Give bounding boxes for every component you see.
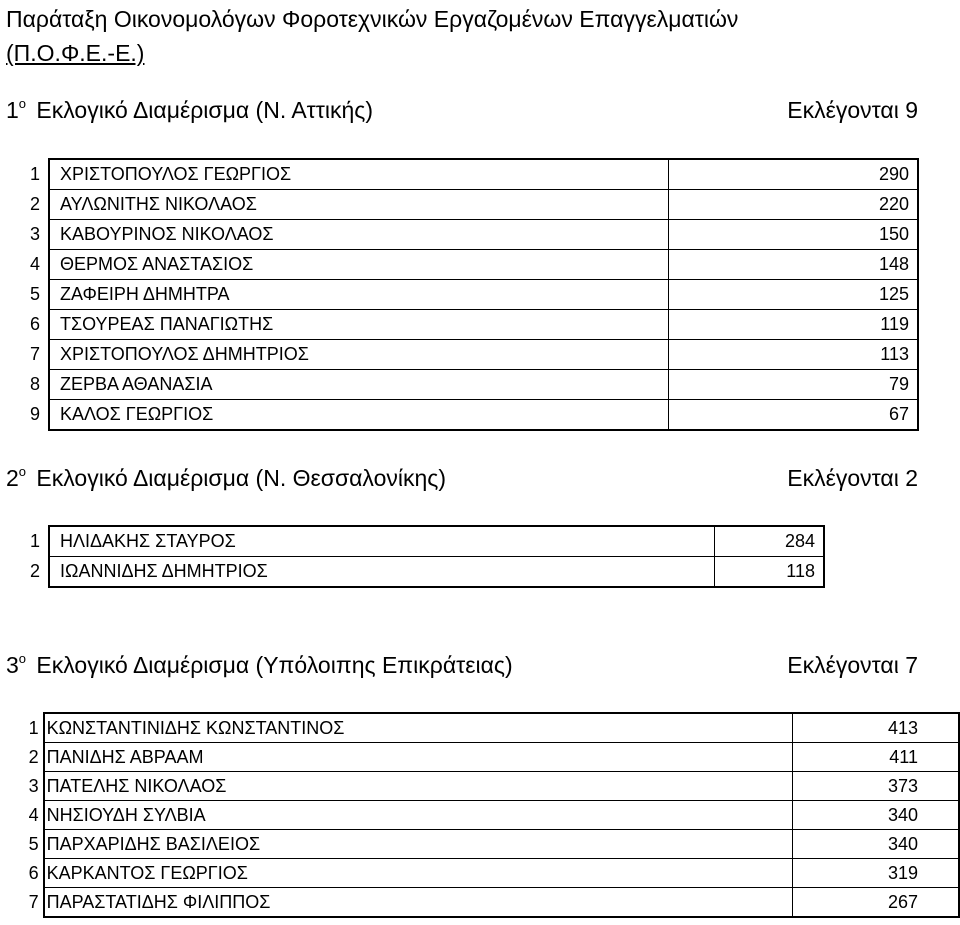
- candidate-name: ΖΕΡΒΑ ΑΘΑΝΑΣΙΑ: [49, 370, 669, 400]
- table-row: [0, 220, 918, 250]
- row-index: 4: [28, 805, 39, 825]
- row-index: 9: [29, 404, 40, 425]
- page-title: [6, 2, 956, 70]
- candidate-name: ΚΑΒΟΥΡΙΝΟΣ ΝΙΚΟΛΑΟΣ: [49, 220, 669, 250]
- row-index: 5: [29, 284, 40, 304]
- candidate-name: ΚΑΡΚΑΝΤΟΣ ΓΕΩΡΓΙΟΣ: [44, 859, 793, 888]
- candidate-votes: 290: [669, 159, 919, 190]
- row-index: 2: [29, 194, 40, 214]
- table-row: [0, 830, 959, 859]
- candidate-votes: 148: [669, 250, 919, 280]
- candidate-votes: 284: [715, 526, 825, 557]
- candidate-name: ΠΑΤΕΛΗΣ ΝΙΚΟΛΑΟΣ: [44, 772, 793, 801]
- district-2-candidates-table: [0, 525, 825, 588]
- candidate-votes: 118: [715, 557, 825, 588]
- table-row: [0, 888, 959, 918]
- candidate-votes: 220: [669, 190, 919, 220]
- candidate-votes: 267: [792, 888, 959, 918]
- candidate-name: ΧΡΙΣΤΟΠΟΥΛΟΣ ΓΕΩΡΓΙΟΣ: [49, 159, 669, 190]
- candidate-votes: 340: [792, 830, 959, 859]
- district-3-header: [6, 650, 918, 680]
- candidate-name: ΠΑΡΧΑΡΙΔΗΣ ΒΑΣΙΛΕΙΟΣ: [44, 830, 793, 859]
- row-index: 2: [29, 561, 40, 582]
- candidate-votes: 340: [792, 801, 959, 830]
- candidate-votes: 67: [669, 400, 919, 431]
- table-row: [0, 859, 959, 888]
- candidate-name: ΗΛΙΔΑΚΗΣ ΣΤΑΥΡΟΣ: [49, 526, 715, 557]
- candidate-votes: 79: [669, 370, 919, 400]
- elected-count: Εκλέγονται 9: [787, 97, 918, 123]
- table-row: [0, 310, 918, 340]
- district-2-header: [6, 463, 918, 493]
- row-index: 1: [28, 717, 39, 738]
- row-index: 3: [28, 776, 39, 796]
- candidate-name: ΑΥΛΩΝΙΤΗΣ ΝΙΚΟΛΑΟΣ: [49, 190, 669, 220]
- candidate-name: ΘΕΡΜΟΣ ΑΝΑΣΤΑΣΙΟΣ: [49, 250, 669, 280]
- candidate-name: ΠΑΡΑΣΤΑΤΙΔΗΣ ΦΙΛΙΠΠΟΣ: [44, 888, 793, 918]
- elected-count: Εκλέγονται 2: [787, 465, 918, 491]
- row-index: 1: [29, 163, 40, 184]
- candidate-votes: 119: [669, 310, 919, 340]
- district-number: $3^o$: [6, 651, 27, 678]
- district-number: $1^o$: [6, 96, 27, 123]
- district-label: Εκλογικό Διαμέρισμα (Ν. Θεσσαλονίκης): [36, 465, 447, 491]
- candidate-name: ΠΑΝΙΔΗΣ ΑΒΡΑΑΜ: [44, 743, 793, 772]
- row-index: 7: [28, 892, 39, 913]
- candidate-name: ΚΩΝΣΤΑΝΤΙΝΙΔΗΣ ΚΩΝΣΤΑΝΤΙΝΟΣ: [44, 713, 793, 743]
- district-number: $2^o$: [6, 464, 27, 491]
- table-row: [0, 713, 959, 743]
- candidate-votes: 319: [792, 859, 959, 888]
- table-row: [0, 340, 918, 370]
- candidate-name: ΚΑΛΟΣ ΓΕΩΡΓΙΟΣ: [49, 400, 669, 431]
- district-label: Εκλογικό Διαμέρισμα (Ν. Αττικής): [36, 97, 373, 123]
- candidate-votes: 413: [792, 713, 959, 743]
- candidate-votes: 373: [792, 772, 959, 801]
- row-index: 7: [29, 344, 40, 364]
- table-row: [0, 801, 959, 830]
- candidate-votes: 411: [792, 743, 959, 772]
- table-row: [0, 370, 918, 400]
- table-row: [0, 190, 918, 220]
- table-row: [0, 280, 918, 310]
- table-row: [0, 526, 824, 557]
- row-index: 6: [28, 863, 39, 883]
- row-index: 4: [29, 254, 40, 274]
- candidate-name: ΧΡΙΣΤΟΠΟΥΛΟΣ ΔΗΜΗΤΡΙΟΣ: [49, 340, 669, 370]
- row-index: 3: [29, 224, 40, 244]
- title-abbreviation-link[interactable]: (Π.Ο.Φ.Ε.-Ε.): [6, 40, 145, 66]
- table-row: [0, 250, 918, 280]
- district-1-candidates-table: [0, 158, 919, 431]
- candidate-votes: 150: [669, 220, 919, 250]
- row-index: 1: [29, 530, 40, 551]
- row-index: 6: [29, 314, 40, 334]
- candidate-votes: 125: [669, 280, 919, 310]
- candidate-name: ΝΗΣΙΟΥΔΗ ΣΥΛΒΙΑ: [44, 801, 793, 830]
- district-1-header: [6, 95, 918, 125]
- candidate-name: ΖΑΦΕΙΡΗ ΔΗΜΗΤΡΑ: [49, 280, 669, 310]
- row-index: 5: [28, 834, 39, 854]
- table-row: [0, 772, 959, 801]
- elected-count: Εκλέγονται 7: [787, 652, 918, 678]
- row-index: 8: [29, 374, 40, 394]
- table-row: [0, 557, 824, 588]
- district-3-candidates-table: [0, 712, 960, 918]
- candidate-votes: 113: [669, 340, 919, 370]
- row-index: 2: [28, 747, 39, 767]
- table-row: [0, 159, 918, 190]
- table-row: [0, 400, 918, 431]
- district-label: Εκλογικό Διαμέρισμα (Υπόλοιπης Επικράτειας): [36, 652, 513, 678]
- table-row: [0, 743, 959, 772]
- title-line-1: Παράταξη Οικονομολόγων Φοροτεχνικών Εργαζομένων Επαγγελματιών: [6, 6, 739, 32]
- candidate-name: ΤΣΟΥΡΕΑΣ ΠΑΝΑΓΙΩΤΗΣ: [49, 310, 669, 340]
- candidate-name: ΙΩΑΝΝΙΔΗΣ ΔΗΜΗΤΡΙΟΣ: [49, 557, 715, 588]
